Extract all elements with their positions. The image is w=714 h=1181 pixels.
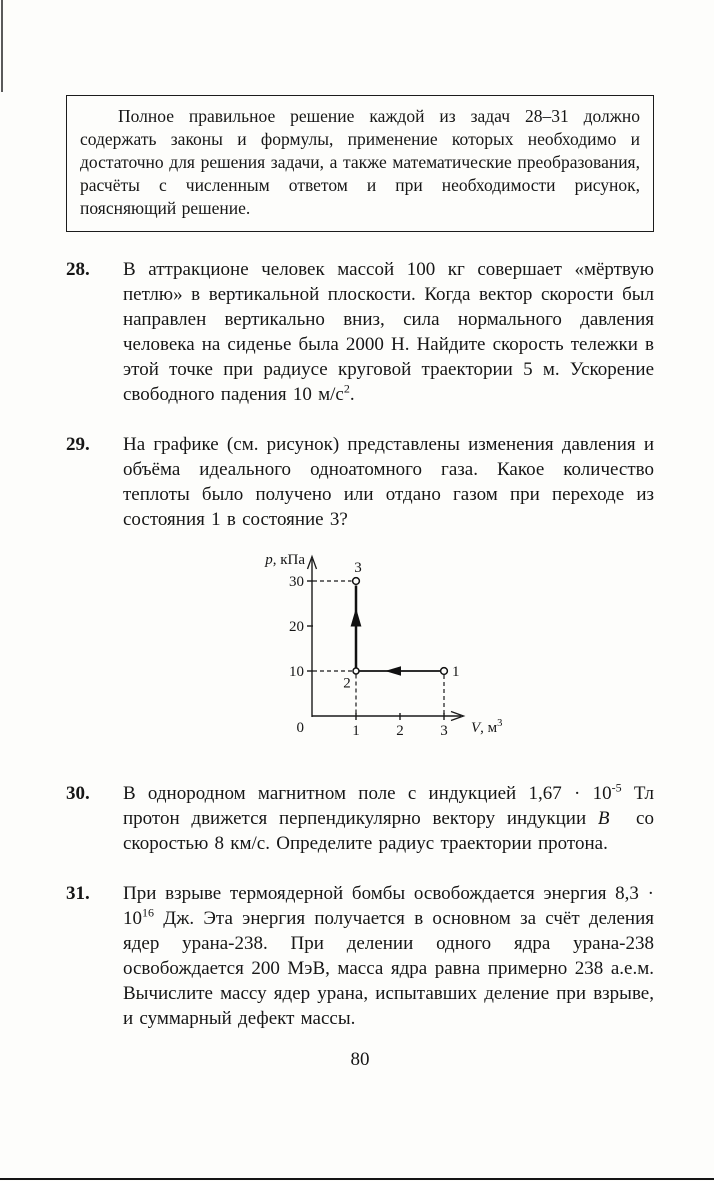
problem-28-text [123, 257, 654, 407]
problem-28-text-part-2: . [349, 384, 355, 405]
problem-30-number: 30. [66, 783, 90, 804]
problem-30-exponent: -5 [611, 780, 622, 795]
problem-31-text-part-2: Дж. Эта энергия получается в основном за счёт деления ядер урана-238. При делении одного ядра урана-238 освобождается 200 МэВ, масса ядра равна примерно 238 а.е.м. Вычислите массу ядер урана, испытавших деление при взрыве, и суммарный дефект массы. [123, 908, 654, 1029]
state-2-label: 2 [343, 675, 351, 692]
problem-30-text-part-2: Тл протон движется перпендикулярно вектору индукции [123, 783, 654, 829]
instruction-box [66, 95, 654, 232]
scan-artifact-bottom-edge [0, 1178, 714, 1181]
scan-artifact-left-edge [1, 0, 3, 92]
problem-29 [66, 432, 654, 532]
pv-diagram [252, 546, 514, 751]
x-tick-label-2: 2 [396, 723, 404, 739]
problem-31 [66, 881, 654, 1031]
state-1-label: 1 [452, 664, 460, 680]
state-1-point [441, 668, 448, 675]
x-axis-title-var: V [471, 720, 481, 736]
x-tick-label-3: 3 [440, 723, 448, 739]
problem-29-text-part-1: На графике (см. рисунок) представлены изменения давления и объёма идеального одноатомного газа. Какое количество теплоты было получено или отдано газом при переходе из состояния 1 в состояние 3? [123, 434, 654, 530]
instruction-text: Полное правильное решение каждой из задач 28–31 должно содержать законы и формулы, применение которых необходимо и достаточно для решения задачи, а также математические преобразования, расчёты с численным ответом и при необходимости рисунок, поясняющий решение. [80, 106, 640, 218]
x-axis-title-sup: 3 [497, 718, 503, 729]
arrowhead-up-icon [351, 608, 362, 627]
problem-29-number: 29. [66, 434, 90, 455]
problem-28 [66, 257, 654, 407]
y-axis-title-var: p [265, 552, 273, 568]
y-axis-title [264, 552, 305, 568]
y-tick-label-10: 10 [289, 664, 304, 680]
problem-29-text [123, 432, 654, 532]
page-number: 80 [350, 1049, 370, 1070]
problem-31-text [123, 881, 654, 1031]
problem-30 [66, 781, 654, 856]
problem-28-exponent: 2 [343, 381, 350, 396]
problem-28-number: 28. [66, 259, 90, 280]
problem-30-text [123, 781, 654, 856]
problem-30-text-part-3: со скоростью 8 км/с. Определите радиус траектории протона. [123, 808, 654, 854]
problem-31-text-part-1: При взрыве термоядерной бомбы освобождается энергия 8,3 · 10 [123, 883, 654, 929]
problem-31-exponent: 16 [142, 905, 154, 920]
x-axis-title [471, 718, 502, 736]
y-tick-label-30: 30 [289, 574, 304, 590]
y-axis-title-unit: , кПа [272, 552, 305, 568]
state-2-point [353, 668, 359, 674]
pv-diagram-figure [252, 546, 514, 756]
x-tick-label-1: 1 [352, 723, 360, 739]
arrowhead-left-icon [385, 666, 401, 675]
vector-b-symbol: B⃗ [597, 808, 625, 829]
y-tick-label-20: 20 [289, 619, 304, 635]
state-3-label: 3 [354, 560, 362, 576]
x-axis-title-unit: , м [480, 720, 498, 736]
problem-28-text-part-1: В аттракционе человек массой 100 кг совершает «мёртвую петлю» в вертикальной плоскости. Когда вектор скорости был направлен вертикально вниз, сила нормального давления человека на сиденье была 2000 Н. Найдите скорость тележки в этой точке при радиусе круговой траектории 5 м. Ускорение свободного падения 10 м/с [123, 259, 654, 405]
problem-30-text-part-1: В однородном магнитном поле с индукцией 1,67 · 10 [123, 783, 612, 804]
origin-label: 0 [296, 720, 304, 736]
state-3-point [353, 578, 360, 585]
problem-31-number: 31. [66, 883, 90, 904]
